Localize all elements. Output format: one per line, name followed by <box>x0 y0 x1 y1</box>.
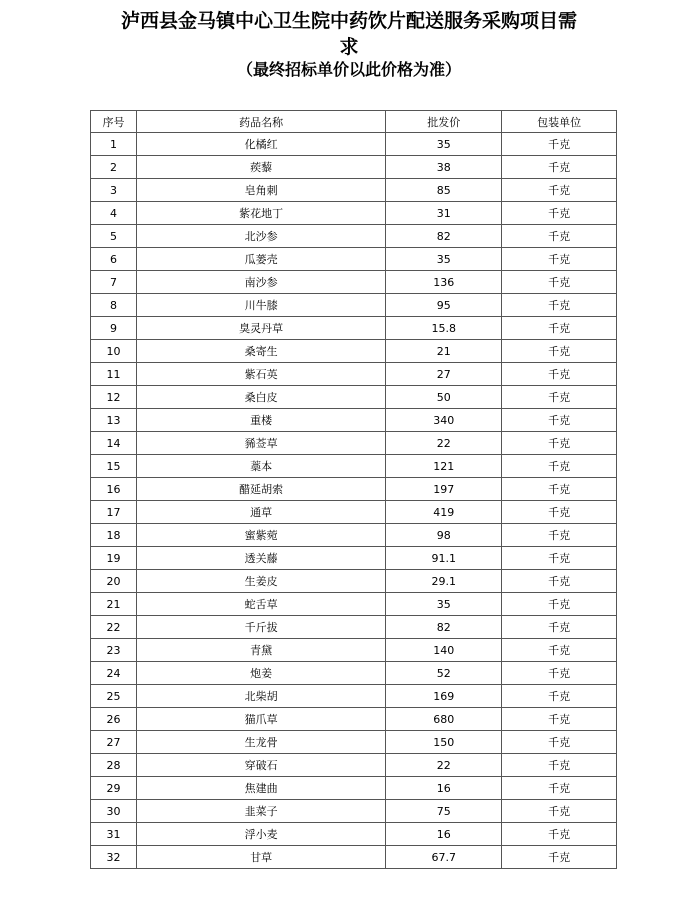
cell-drug-name: 透关藤 <box>136 547 385 570</box>
table-row <box>91 639 617 662</box>
cell-price: 136 <box>386 271 502 294</box>
cell-drug-name: 南沙参 <box>136 271 385 294</box>
cell-index: 26 <box>91 708 137 731</box>
cell-unit: 千克 <box>502 846 617 869</box>
cell-index: 31 <box>91 823 137 846</box>
cell-unit: 千克 <box>502 570 617 593</box>
cell-drug-name: 千斤拔 <box>136 616 385 639</box>
cell-unit: 千克 <box>502 225 617 248</box>
table-row <box>91 432 617 455</box>
cell-index: 7 <box>91 271 137 294</box>
cell-drug-name: 藁本 <box>136 455 385 478</box>
table-row <box>91 271 617 294</box>
cell-unit: 千克 <box>502 708 617 731</box>
cell-unit: 千克 <box>502 340 617 363</box>
cell-drug-name: 醋延胡索 <box>136 478 385 501</box>
table-row <box>91 524 617 547</box>
cell-price: 35 <box>386 593 502 616</box>
cell-unit: 千克 <box>502 754 617 777</box>
table-row <box>91 225 617 248</box>
cell-unit: 千克 <box>502 800 617 823</box>
cell-unit: 千克 <box>502 524 617 547</box>
table-row <box>91 409 617 432</box>
table-row <box>91 570 617 593</box>
cell-drug-name: 青黛 <box>136 639 385 662</box>
table-header-row <box>91 111 617 133</box>
cell-price: 680 <box>386 708 502 731</box>
table-row <box>91 317 617 340</box>
cell-index: 20 <box>91 570 137 593</box>
cell-unit: 千克 <box>502 409 617 432</box>
cell-price: 35 <box>386 133 502 156</box>
drug-price-table <box>90 110 617 869</box>
cell-price: 15.8 <box>386 317 502 340</box>
cell-index: 13 <box>91 409 137 432</box>
cell-price: 27 <box>386 363 502 386</box>
cell-unit: 千克 <box>502 455 617 478</box>
cell-price: 340 <box>386 409 502 432</box>
cell-index: 32 <box>91 846 137 869</box>
cell-price: 16 <box>386 823 502 846</box>
cell-price: 75 <box>386 800 502 823</box>
cell-price: 169 <box>386 685 502 708</box>
cell-unit: 千克 <box>502 294 617 317</box>
cell-price: 21 <box>386 340 502 363</box>
cell-price: 52 <box>386 662 502 685</box>
cell-price: 82 <box>386 616 502 639</box>
header-price: 批发价 <box>386 111 502 133</box>
cell-drug-name: 甘草 <box>136 846 385 869</box>
cell-price: 85 <box>386 179 502 202</box>
cell-drug-name: 化橘红 <box>136 133 385 156</box>
cell-index: 23 <box>91 639 137 662</box>
cell-index: 21 <box>91 593 137 616</box>
table-row <box>91 731 617 754</box>
table-row <box>91 823 617 846</box>
cell-drug-name: 北柴胡 <box>136 685 385 708</box>
cell-unit: 千克 <box>502 616 617 639</box>
cell-unit: 千克 <box>502 593 617 616</box>
cell-index: 25 <box>91 685 137 708</box>
cell-price: 98 <box>386 524 502 547</box>
cell-index: 16 <box>91 478 137 501</box>
table-row <box>91 363 617 386</box>
cell-drug-name: 焦建曲 <box>136 777 385 800</box>
cell-drug-name: 豨莶草 <box>136 432 385 455</box>
cell-price: 38 <box>386 156 502 179</box>
cell-price: 82 <box>386 225 502 248</box>
cell-drug-name: 穿破石 <box>136 754 385 777</box>
cell-price: 197 <box>386 478 502 501</box>
cell-drug-name: 猫爪草 <box>136 708 385 731</box>
table-row <box>91 777 617 800</box>
cell-unit: 千克 <box>502 432 617 455</box>
table-row <box>91 386 617 409</box>
cell-unit: 千克 <box>502 777 617 800</box>
cell-unit: 千克 <box>502 731 617 754</box>
cell-index: 15 <box>91 455 137 478</box>
cell-index: 27 <box>91 731 137 754</box>
cell-drug-name: 蜜紫菀 <box>136 524 385 547</box>
cell-index: 28 <box>91 754 137 777</box>
cell-drug-name: 臭灵丹草 <box>136 317 385 340</box>
cell-index: 9 <box>91 317 137 340</box>
cell-drug-name: 皂角刺 <box>136 179 385 202</box>
cell-index: 10 <box>91 340 137 363</box>
cell-price: 67.7 <box>386 846 502 869</box>
cell-price: 140 <box>386 639 502 662</box>
cell-unit: 千克 <box>502 317 617 340</box>
cell-price: 95 <box>386 294 502 317</box>
table-row <box>91 478 617 501</box>
table-row <box>91 501 617 524</box>
cell-unit: 千克 <box>502 478 617 501</box>
cell-price: 150 <box>386 731 502 754</box>
cell-index: 11 <box>91 363 137 386</box>
header-index: 序号 <box>91 111 137 133</box>
cell-drug-name: 北沙参 <box>136 225 385 248</box>
cell-unit: 千克 <box>502 823 617 846</box>
cell-unit: 千克 <box>502 639 617 662</box>
cell-price: 419 <box>386 501 502 524</box>
table-row <box>91 455 617 478</box>
cell-index: 1 <box>91 133 137 156</box>
table-row <box>91 846 617 869</box>
cell-price: 31 <box>386 202 502 225</box>
header-name: 药品名称 <box>136 111 385 133</box>
cell-index: 5 <box>91 225 137 248</box>
cell-unit: 千克 <box>502 248 617 271</box>
table-row <box>91 662 617 685</box>
table-row <box>91 754 617 777</box>
cell-index: 4 <box>91 202 137 225</box>
table-body <box>91 133 617 869</box>
cell-drug-name: 韭菜子 <box>136 800 385 823</box>
cell-unit: 千克 <box>502 685 617 708</box>
document-subtitle: （最终招标单价以此价格为准） <box>236 60 461 79</box>
cell-price: 50 <box>386 386 502 409</box>
cell-unit: 千克 <box>502 547 617 570</box>
cell-index: 6 <box>91 248 137 271</box>
cell-drug-name: 瓜蒌壳 <box>136 248 385 271</box>
cell-drug-name: 紫花地丁 <box>136 202 385 225</box>
cell-drug-name: 生龙骨 <box>136 731 385 754</box>
table-row <box>91 616 617 639</box>
cell-index: 12 <box>91 386 137 409</box>
cell-index: 24 <box>91 662 137 685</box>
header-unit: 包装单位 <box>502 111 617 133</box>
cell-drug-name: 桑寄生 <box>136 340 385 363</box>
cell-index: 19 <box>91 547 137 570</box>
table-row <box>91 593 617 616</box>
cell-drug-name: 蛇舌草 <box>136 593 385 616</box>
cell-drug-name: 重楼 <box>136 409 385 432</box>
cell-unit: 千克 <box>502 202 617 225</box>
cell-index: 14 <box>91 432 137 455</box>
cell-drug-name: 紫石英 <box>136 363 385 386</box>
cell-drug-name: 蒺藜 <box>136 156 385 179</box>
cell-index: 17 <box>91 501 137 524</box>
cell-unit: 千克 <box>502 386 617 409</box>
cell-index: 22 <box>91 616 137 639</box>
cell-unit: 千克 <box>502 271 617 294</box>
cell-unit: 千克 <box>502 179 617 202</box>
cell-drug-name: 通草 <box>136 501 385 524</box>
cell-index: 30 <box>91 800 137 823</box>
document-title: 泸西县金马镇中心卫生院中药饮片配送服务采购项目需 <box>120 10 577 32</box>
cell-drug-name: 炮姜 <box>136 662 385 685</box>
cell-unit: 千克 <box>502 133 617 156</box>
cell-index: 3 <box>91 179 137 202</box>
cell-index: 29 <box>91 777 137 800</box>
table-row <box>91 133 617 156</box>
cell-unit: 千克 <box>502 363 617 386</box>
cell-index: 2 <box>91 156 137 179</box>
cell-unit: 千克 <box>502 662 617 685</box>
table-row <box>91 800 617 823</box>
cell-price: 35 <box>386 248 502 271</box>
cell-drug-name: 桑白皮 <box>136 386 385 409</box>
table-row <box>91 202 617 225</box>
cell-price: 121 <box>386 455 502 478</box>
table-row <box>91 685 617 708</box>
cell-price: 16 <box>386 777 502 800</box>
cell-price: 22 <box>386 754 502 777</box>
table-row <box>91 294 617 317</box>
cell-drug-name: 川牛膝 <box>136 294 385 317</box>
table-row <box>91 340 617 363</box>
cell-price: 91.1 <box>386 547 502 570</box>
cell-price: 29.1 <box>386 570 502 593</box>
cell-drug-name: 浮小麦 <box>136 823 385 846</box>
cell-unit: 千克 <box>502 501 617 524</box>
table-row <box>91 547 617 570</box>
cell-index: 8 <box>91 294 137 317</box>
table-row <box>91 708 617 731</box>
table-row <box>91 179 617 202</box>
cell-unit: 千克 <box>502 156 617 179</box>
table-row <box>91 156 617 179</box>
cell-price: 22 <box>386 432 502 455</box>
table-row <box>91 248 617 271</box>
document-title-continued: 求 <box>339 36 359 58</box>
cell-index: 18 <box>91 524 137 547</box>
cell-drug-name: 生姜皮 <box>136 570 385 593</box>
